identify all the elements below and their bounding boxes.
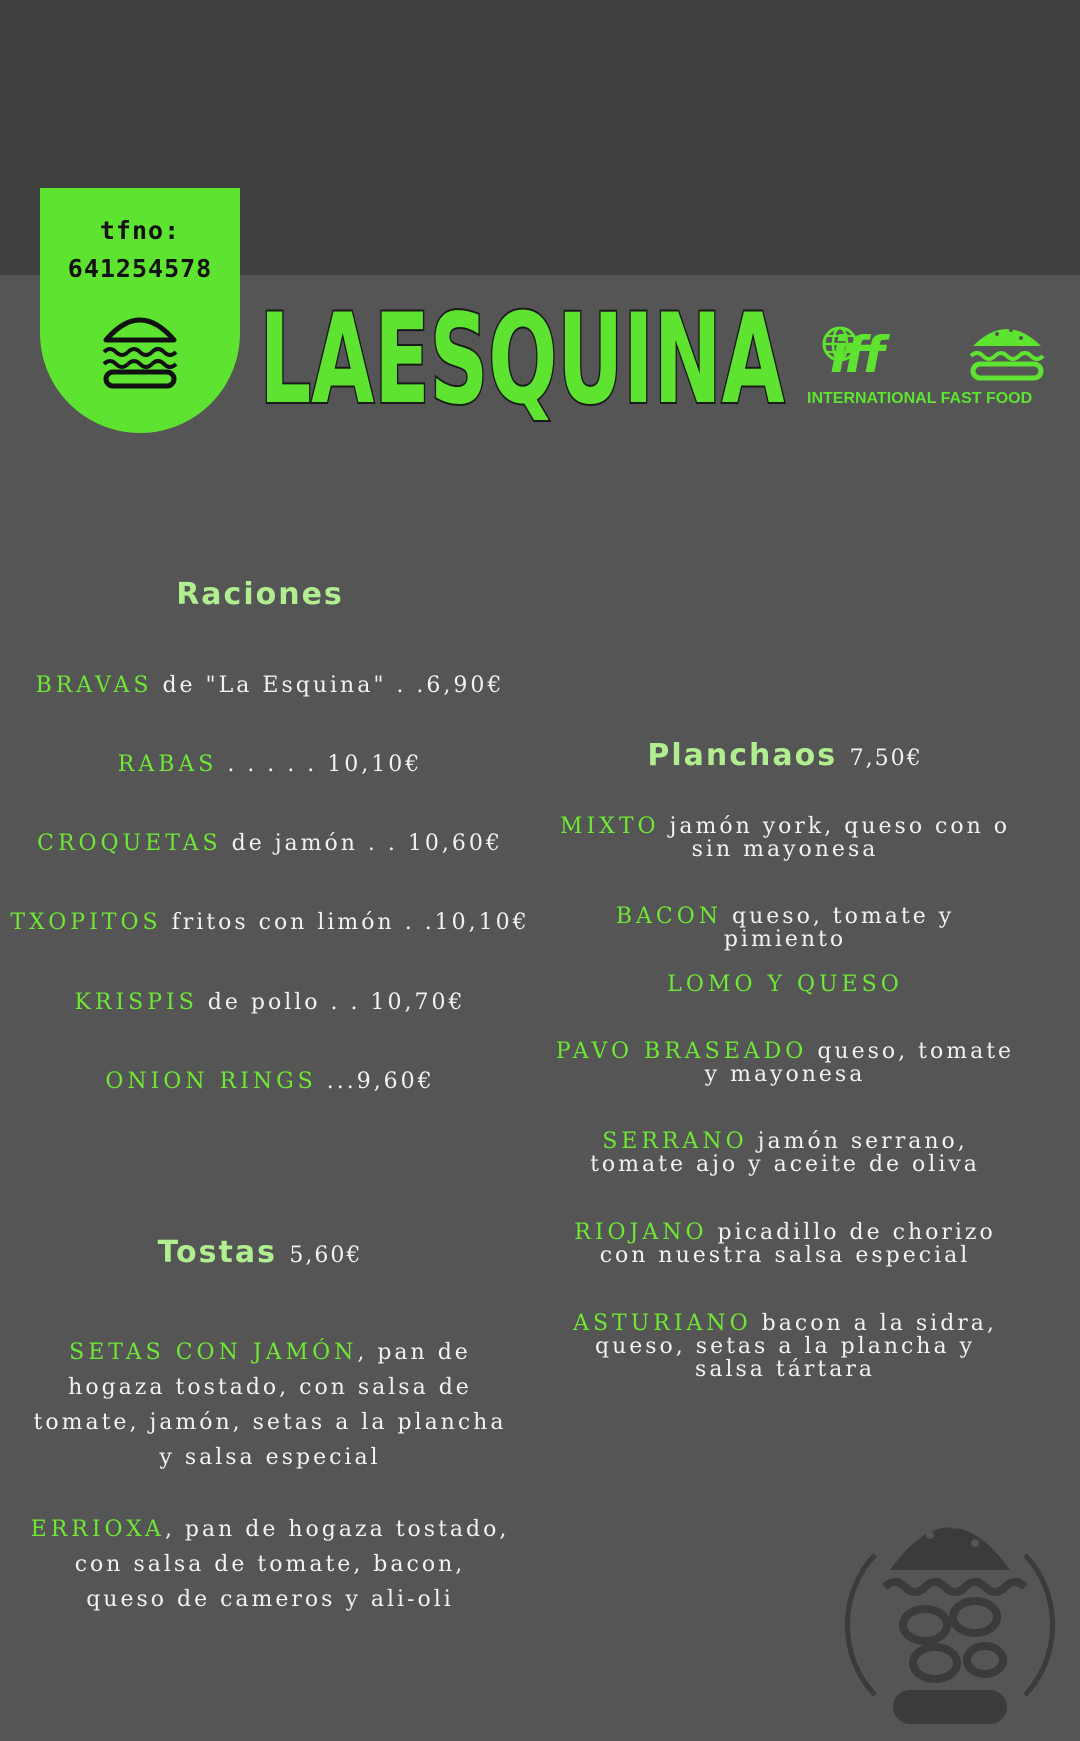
menu-item-riojano	[555, 1221, 1015, 1267]
menu-item-name: ONION RINGS	[105, 1069, 317, 1094]
menu-item-desc: jamón serrano, tomate ajo y aceite de oliva	[590, 1129, 980, 1177]
menu-item-desc: queso, tomate y mayonesa	[704, 1039, 1015, 1087]
phone-badge	[40, 188, 240, 433]
tostas-title-text: Tostas	[157, 1235, 277, 1270]
menu-item-name: BRAVAS	[35, 673, 153, 698]
menu-item-name: ERRIOXA	[30, 1517, 165, 1542]
tostas-price: 5,60€	[289, 1243, 363, 1268]
menu-item-desc: queso, tomate y pimiento	[722, 904, 955, 952]
menu-item-desc: , pan de hogaza tostado, con salsa de tomate, bacon, queso de cameros y ali-oli	[74, 1517, 510, 1612]
menu-item-desc: de "La Esquina" . .6,90€	[152, 673, 505, 698]
menu-item-name: SETAS CON JAMÓN	[69, 1340, 358, 1365]
menu-item-desc: bacon a la sidra, queso, setas a la plancha y salsa tártara	[594, 1311, 997, 1382]
raciones-title	[40, 577, 480, 612]
menu-item-lomo-y-queso	[555, 973, 1015, 996]
menu-item-desc: picadillo de chorizo con nuestra salsa especial	[599, 1220, 996, 1268]
burger-icon	[100, 308, 180, 390]
planchaos-title	[555, 738, 1015, 773]
burger-icon	[967, 318, 1047, 384]
menu-item-bravas	[0, 673, 540, 698]
menu-item-croquetas	[0, 831, 540, 856]
menu-item-desc: fritos con limón . .10,10€	[161, 910, 530, 935]
menu-item-krispis	[0, 990, 540, 1015]
menu-item-serrano	[555, 1130, 1015, 1176]
menu-item-name: BACON	[615, 904, 723, 929]
menu-item-rabas	[0, 752, 540, 777]
menu-item-name: ASTURIANO	[573, 1311, 752, 1336]
menu-item-name: RABAS	[117, 752, 218, 777]
menu-item-desc: , pan de hogaza tostado, con salsa de tomate, jamón, setas a la plancha y salsa especial	[33, 1340, 507, 1470]
menu-item-mixto	[555, 815, 1015, 861]
iff-logo	[795, 318, 1055, 418]
menu-item-desc: de jamón . . 10,60€	[221, 831, 503, 856]
menu-item-onion-rings	[0, 1069, 540, 1094]
phone-number[interactable]: 641254578	[67, 254, 213, 283]
iff-wordmark: iff	[830, 326, 882, 384]
menu-item-bacon	[555, 905, 1015, 951]
menu-item-desc: . . . . . 10,10€	[217, 752, 423, 777]
menu-item-errioxa	[30, 1512, 510, 1617]
menu-item-pavo-braseado	[555, 1040, 1015, 1086]
menu-item-desc: ...9,60€	[316, 1069, 435, 1094]
brand-logo	[252, 262, 792, 442]
menu-item-name: SERRANO	[602, 1129, 748, 1154]
menu-item-name: LOMO Y QUESO	[667, 972, 903, 997]
planchaos-price: 7,50€	[849, 746, 923, 771]
menu-item-name: PAVO BRASEADO	[555, 1039, 808, 1064]
tostas-title	[40, 1235, 480, 1270]
raciones-title-text: Raciones	[176, 577, 344, 612]
menu-item-desc: jamón york, queso con o sin mayonesa	[659, 814, 1011, 862]
menu-item-name: RIOJANO	[574, 1220, 708, 1245]
phone-label: tfno:	[99, 216, 181, 245]
menu-item-name: TXOPITOS	[10, 910, 162, 935]
menu-item-name: MIXTO	[559, 814, 660, 839]
decorative-burger-icon	[845, 1495, 1055, 1735]
menu-item-asturiano	[555, 1312, 1015, 1381]
iff-tagline: INTERNATIONAL FAST FOOD	[807, 390, 1033, 407]
menu-item-name: CROQUETAS	[37, 831, 222, 856]
menu-item-setas-con-jamon	[30, 1335, 510, 1475]
planchaos-title-text: Planchaos	[647, 738, 838, 773]
menu-item-txopitos	[0, 910, 540, 935]
brand-name-text: LAESQUINA	[259, 288, 785, 432]
menu-item-name: KRISPIS	[74, 990, 198, 1015]
menu-item-desc: de pollo . . 10,70€	[197, 990, 466, 1015]
